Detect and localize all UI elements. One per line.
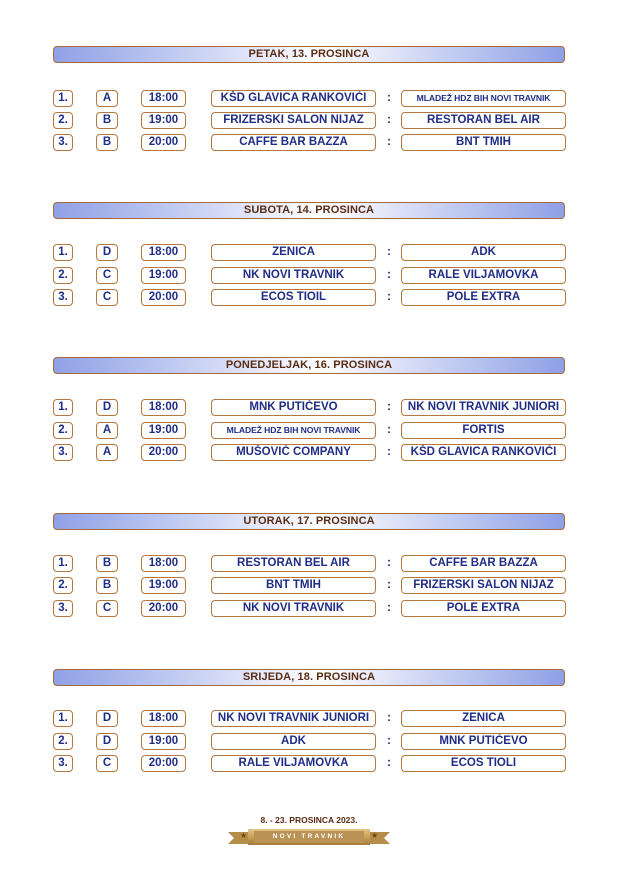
home-team: KŠD GLAVICA RANKOVIĆI: [211, 90, 376, 107]
match-row: [0, 399, 618, 418]
match-time: 18:00: [141, 710, 186, 727]
match-group: A: [96, 422, 118, 439]
match-group: A: [96, 444, 118, 461]
home-team: MLADEŽ HDZ BIH NOVI TRAVNIK: [211, 422, 376, 439]
match-row: [0, 577, 618, 596]
home-team: BNT TMIH: [211, 577, 376, 594]
match-row: [0, 112, 618, 131]
vs-separator: :: [387, 755, 391, 769]
vs-separator: :: [387, 444, 391, 458]
away-team: BNT TMIH: [401, 134, 566, 151]
vs-separator: :: [387, 600, 391, 614]
away-team: CAFFE BAR BAZZA: [401, 555, 566, 572]
match-group: C: [96, 267, 118, 284]
match-time: 20:00: [141, 444, 186, 461]
match-time: 19:00: [141, 577, 186, 594]
match-time: 18:00: [141, 399, 186, 416]
match-time: 19:00: [141, 422, 186, 439]
match-time: 18:00: [141, 90, 186, 107]
match-group: D: [96, 244, 118, 261]
home-team: RESTORAN BEL AIR: [211, 555, 376, 572]
match-group: B: [96, 134, 118, 151]
home-team: CAFFE BAR BAZZA: [211, 134, 376, 151]
away-team: RESTORAN BEL AIR: [401, 112, 566, 129]
match-number: 3.: [53, 134, 73, 151]
match-number: 1.: [53, 399, 73, 416]
match-number: 2.: [53, 577, 73, 594]
match-row: [0, 422, 618, 441]
day-title: SRIJEDA, 18. PROSINCA: [53, 669, 565, 686]
vs-separator: :: [387, 289, 391, 303]
home-team: ADK: [211, 733, 376, 750]
match-group: C: [96, 755, 118, 772]
match-row: [0, 710, 618, 729]
match-number: 2.: [53, 422, 73, 439]
match-group: C: [96, 289, 118, 306]
vs-separator: :: [387, 134, 391, 148]
match-group: B: [96, 577, 118, 594]
home-team: FRIZERSKI SALON NIJAZ: [211, 112, 376, 129]
match-time: 20:00: [141, 289, 186, 306]
match-time: 20:00: [141, 755, 186, 772]
home-team: ECOS TIOIL: [211, 289, 376, 306]
match-group: B: [96, 112, 118, 129]
home-team: MNK PUTIĆEVO: [211, 399, 376, 416]
home-team: RALE VILJAMOVKA: [211, 755, 376, 772]
away-team: KŠD GLAVICA RANKOVIĆI: [401, 444, 566, 461]
home-team: MUŠOVIĆ COMPANY: [211, 444, 376, 461]
vs-separator: :: [387, 577, 391, 591]
match-number: 2.: [53, 733, 73, 750]
away-team: POLE EXTRA: [401, 289, 566, 306]
match-row: [0, 755, 618, 774]
vs-separator: :: [387, 555, 391, 569]
away-team: MNK PUTIĆEVO: [401, 733, 566, 750]
vs-separator: :: [387, 422, 391, 436]
match-time: 18:00: [141, 244, 186, 261]
vs-separator: :: [387, 399, 391, 413]
match-group: D: [96, 399, 118, 416]
away-team: MLADEŽ HDZ BIH NOVI TRAVNIK: [401, 90, 566, 107]
day-title: PONEDJELJAK, 16. PROSINCA: [53, 357, 565, 374]
match-row: [0, 267, 618, 286]
match-row: [0, 244, 618, 263]
away-team: FORTIS: [401, 422, 566, 439]
match-number: 1.: [53, 555, 73, 572]
day-title: PETAK, 13. PROSINCA: [53, 46, 565, 63]
away-team: ADK: [401, 244, 566, 261]
star-icon: ★: [240, 831, 248, 840]
vs-separator: :: [387, 112, 391, 126]
match-number: 3.: [53, 755, 73, 772]
vs-separator: :: [387, 244, 391, 258]
match-time: 19:00: [141, 733, 186, 750]
away-team: FRIZERSKI SALON NIJAZ: [401, 577, 566, 594]
star-icon: ★: [371, 831, 379, 840]
match-number: 1.: [53, 710, 73, 727]
home-team: NK NOVI TRAVNIK JUNIORI: [211, 710, 376, 727]
away-team: RALE VILJAMOVKA: [401, 267, 566, 284]
match-row: [0, 733, 618, 752]
match-number: 2.: [53, 112, 73, 129]
match-time: 20:00: [141, 600, 186, 617]
away-team: POLE EXTRA: [401, 600, 566, 617]
tournament-dates: 8. - 23. PROSINCA 2023.: [260, 815, 358, 825]
match-number: 3.: [53, 444, 73, 461]
match-number: 2.: [53, 267, 73, 284]
ribbon-text: NOVI TRAVNIK: [272, 833, 346, 840]
match-number: 3.: [53, 289, 73, 306]
home-team: NK NOVI TRAVNIK: [211, 600, 376, 617]
match-number: 3.: [53, 600, 73, 617]
vs-separator: :: [387, 710, 391, 724]
match-group: C: [96, 600, 118, 617]
home-team: ZENICA: [211, 244, 376, 261]
away-team: NK NOVI TRAVNIK JUNIORI: [401, 399, 566, 416]
match-time: 19:00: [141, 112, 186, 129]
day-title: SUBOTA, 14. PROSINCA: [53, 202, 565, 219]
away-team: ZENICA: [401, 710, 566, 727]
vs-separator: :: [387, 733, 391, 747]
match-group: B: [96, 555, 118, 572]
vs-separator: :: [387, 90, 391, 104]
match-row: [0, 90, 618, 109]
match-time: 19:00: [141, 267, 186, 284]
home-team: NK NOVI TRAVNIK: [211, 267, 376, 284]
match-group: A: [96, 90, 118, 107]
away-team: ECOS TIOLI: [401, 755, 566, 772]
match-row: [0, 555, 618, 574]
novi-travnik-ribbon: [228, 828, 390, 848]
match-time: 20:00: [141, 134, 186, 151]
vs-separator: :: [387, 267, 391, 281]
match-row: [0, 289, 618, 308]
day-title: UTORAK, 17. PROSINCA: [53, 513, 565, 530]
match-time: 18:00: [141, 555, 186, 572]
match-number: 1.: [53, 244, 73, 261]
match-group: D: [96, 733, 118, 750]
match-row: [0, 444, 618, 463]
match-row: [0, 134, 618, 153]
match-number: 1.: [53, 90, 73, 107]
match-group: D: [96, 710, 118, 727]
match-row: [0, 600, 618, 619]
